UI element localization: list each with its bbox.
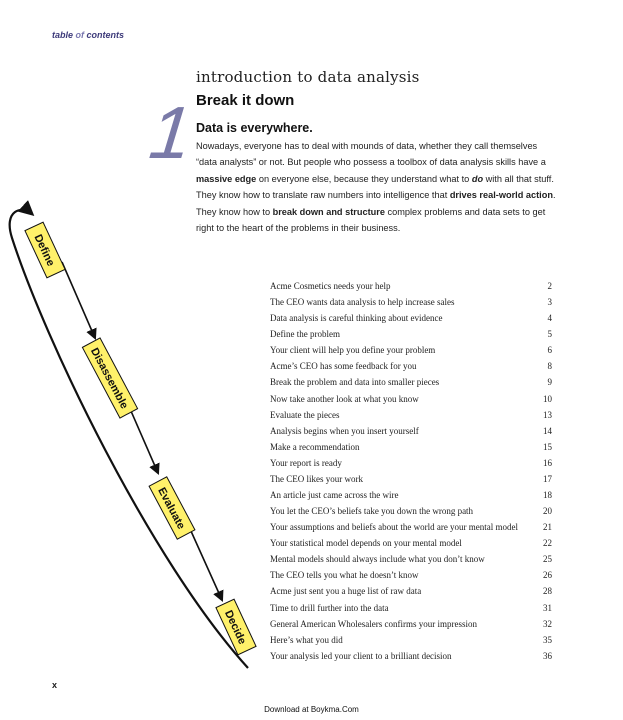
intro-text-run: complex problems and data sets to get right to the heart of the problems in their business. bbox=[196, 206, 546, 234]
toc-entry-title: Your statistical model depends on your mental model bbox=[270, 538, 462, 549]
toc-entry[interactable] bbox=[270, 278, 552, 294]
toc-entry-title: An article just came across the wire bbox=[270, 490, 399, 501]
toc-entry-page-number: 13 bbox=[543, 409, 552, 420]
toc-entry[interactable] bbox=[270, 503, 552, 519]
toc-entry-title: Break the problem and data into smaller pieces bbox=[270, 377, 440, 388]
toc-entry-page-number: 36 bbox=[543, 650, 552, 661]
toc-entry[interactable] bbox=[270, 616, 552, 632]
toc-entry-page-number: 5 bbox=[547, 329, 552, 340]
toc-entry[interactable] bbox=[270, 600, 552, 616]
toc-entry-page-number: 6 bbox=[547, 345, 552, 356]
header-word-contents: contents bbox=[86, 30, 125, 40]
toc-entry-title: Define the problem bbox=[270, 329, 340, 340]
define-label: Define bbox=[31, 232, 57, 269]
toc-entry[interactable] bbox=[270, 648, 552, 664]
toc-entry-title: Analysis begins when you insert yourself bbox=[270, 425, 419, 436]
toc-entry-title: Your client will help you define your problem bbox=[270, 345, 436, 356]
header-word-of: of bbox=[75, 30, 85, 40]
toc-entry-page-number: 16 bbox=[543, 457, 552, 468]
evaluate-box bbox=[149, 477, 195, 539]
intro-text-run: with all that stuff. They know how to translate raw numbers into intelligence that bbox=[196, 173, 554, 201]
toc-entry-title: Data analysis is careful thinking about evidence bbox=[270, 313, 443, 324]
intro-text-run: . They know how to bbox=[196, 190, 556, 217]
intro-emphasis-italic: do bbox=[471, 173, 484, 184]
toc-entry-title: Mental models should always include what you don’t know bbox=[270, 554, 485, 565]
toc-entry-page-number: 15 bbox=[543, 441, 552, 452]
toc-entry-title: Acme’s CEO has some feedback for you bbox=[270, 361, 417, 372]
toc-entry[interactable] bbox=[270, 358, 552, 374]
disassemble-label: Disassemble bbox=[88, 345, 131, 411]
toc-entry[interactable] bbox=[270, 471, 552, 487]
toc-list bbox=[270, 278, 552, 664]
toc-entry-page-number: 17 bbox=[543, 473, 552, 484]
chapter-title: Break it down bbox=[196, 92, 295, 109]
toc-entry[interactable] bbox=[270, 342, 552, 358]
intro-emphasis: drives real-world action bbox=[449, 190, 553, 201]
toc-entry-title: Your report is ready bbox=[270, 457, 342, 468]
toc-entry-page-number: 2 bbox=[547, 281, 552, 291]
footer-credit: Download at Boykma.Com bbox=[264, 705, 359, 714]
toc-entry[interactable] bbox=[270, 407, 552, 423]
toc-entry[interactable] bbox=[270, 551, 552, 567]
toc-entry[interactable] bbox=[270, 583, 552, 599]
toc-entry-page-number: 3 bbox=[547, 297, 552, 308]
toc-entry-page-number: 9 bbox=[547, 377, 552, 388]
arrow-define-to-disassemble bbox=[62, 262, 95, 338]
toc-entry-title: Evaluate the pieces bbox=[270, 409, 340, 420]
toc-entry[interactable] bbox=[270, 535, 552, 551]
toc-entry-page-number: 18 bbox=[543, 490, 552, 501]
chapter-number: 1 bbox=[145, 91, 196, 174]
toc-entry-title: You let the CEO’s beliefs take you down the wrong path bbox=[270, 506, 474, 517]
header-word-table: table bbox=[52, 30, 74, 40]
define-box bbox=[25, 222, 65, 278]
toc-entry[interactable] bbox=[270, 423, 552, 439]
toc-entry-title: Your analysis led your client to a brilliant decision bbox=[270, 650, 452, 661]
intro-text-run: Nowadays, everyone has to deal with mounds of data, whether they call themselves “data analysts” or not. But people who possess a toolbox of data analysis skills have a bbox=[196, 141, 546, 168]
intro-emphasis: break down and structure bbox=[272, 206, 385, 217]
toc-entry-title: The CEO wants data analysis to help increase sales bbox=[270, 297, 455, 308]
toc-entry-page-number: 21 bbox=[543, 522, 552, 533]
toc-entry-page-number: 4 bbox=[547, 313, 552, 324]
toc-entry-title: Your assumptions and beliefs about the world are your mental model bbox=[270, 522, 519, 533]
toc-entry-page-number: 35 bbox=[543, 634, 552, 645]
toc-entry-page-number: 25 bbox=[543, 554, 552, 565]
toc-entry-page-number: 32 bbox=[543, 618, 552, 629]
intro-text-run: on everyone else, because they understand what to bbox=[256, 173, 472, 184]
toc-entry-page-number: 8 bbox=[547, 361, 552, 372]
toc-entry-page-number: 31 bbox=[543, 602, 552, 613]
toc-entry-title: Make a recommendation bbox=[270, 441, 360, 452]
page-marker: x bbox=[52, 680, 58, 690]
toc-entry-title: Time to drill further into the data bbox=[270, 602, 389, 613]
toc-entry[interactable] bbox=[270, 294, 552, 310]
toc-entry-page-number: 14 bbox=[543, 425, 552, 436]
toc-entry[interactable] bbox=[270, 391, 552, 407]
toc-entry-title: General American Wholesalers confirms your impression bbox=[270, 618, 478, 629]
process-loop-line bbox=[10, 210, 248, 668]
toc-entry-title: Acme Cosmetics needs your help bbox=[270, 281, 391, 291]
toc-entry-title: Acme just sent you a huge list of raw data bbox=[270, 586, 422, 597]
toc-entry-title: Now take another look at what you know bbox=[270, 393, 419, 404]
toc-entry-page-number: 10 bbox=[543, 393, 552, 404]
toc-entry-title: The CEO tells you what he doesn’t know bbox=[270, 570, 419, 581]
toc-entry-page-number: 20 bbox=[543, 506, 552, 517]
toc-entry-title: Here’s what you did bbox=[270, 634, 343, 645]
decide-box bbox=[216, 599, 256, 655]
toc-entry[interactable] bbox=[270, 455, 552, 471]
intro-emphasis: massive edge bbox=[196, 173, 257, 184]
toc-entry[interactable] bbox=[270, 487, 552, 503]
toc-entry[interactable] bbox=[270, 519, 552, 535]
chapter-subtitle: introduction to data analysis bbox=[196, 68, 420, 86]
toc-entry-page-number: 28 bbox=[543, 586, 552, 597]
decide-label: Decide bbox=[222, 608, 249, 647]
toc-entry[interactable] bbox=[270, 310, 552, 326]
intro-heading: Data is everywhere. bbox=[196, 121, 313, 135]
toc-entry[interactable] bbox=[270, 439, 552, 455]
toc-entry[interactable] bbox=[270, 632, 552, 648]
evaluate-label: Evaluate bbox=[155, 485, 188, 532]
toc-entry[interactable] bbox=[270, 567, 552, 583]
toc-entry[interactable] bbox=[270, 326, 552, 342]
toc-entry-page-number: 22 bbox=[543, 538, 552, 549]
disassemble-box bbox=[82, 338, 137, 418]
toc-entry-page-number: 26 bbox=[543, 570, 552, 581]
toc-entry-title: The CEO likes your work bbox=[270, 473, 363, 484]
toc-entry[interactable] bbox=[270, 374, 552, 390]
